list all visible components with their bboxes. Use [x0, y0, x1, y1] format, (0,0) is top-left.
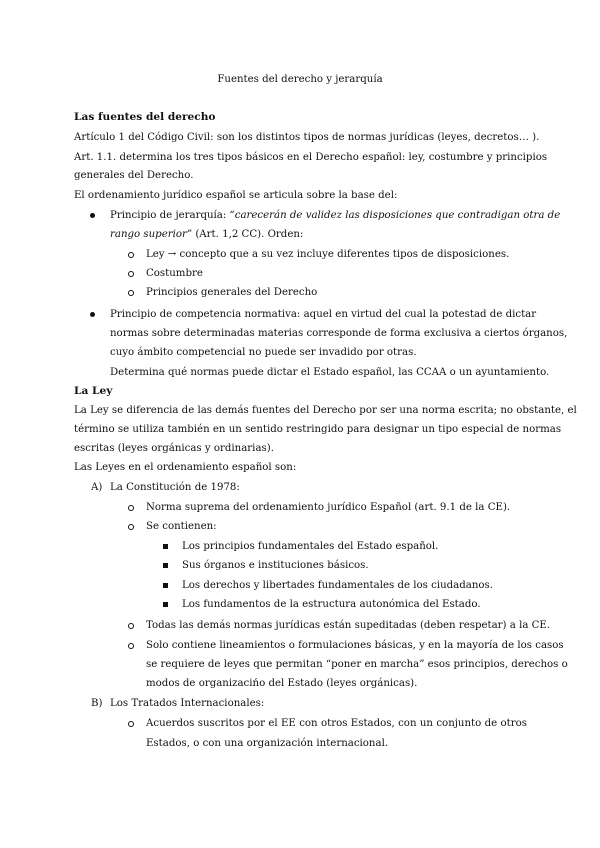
sub-item-lineamientos-line1: Solo contiene lineamientos o formulaciones básicas, y en la mayoría de los casos	[146, 640, 564, 651]
square-item-organos: Sus órganos e instituciones básicos.	[182, 560, 369, 571]
sub-item-costumbre: Costumbre	[146, 268, 203, 279]
paragraph-art-1-1-line1: Art. 1.1. determina los tres tipos básicos en el Derecho español: ley, costumbre y principios	[74, 152, 548, 163]
sub-item-norma-suprema: Norma suprema del ordenamiento jurídico Español (art. 9.1 de la CE).	[146, 502, 511, 513]
sub-item-acuerdos-line2: Estados, o con una organización internacional.	[146, 738, 389, 749]
list-item-tratados: Los Tratados Internacionales:	[110, 698, 265, 709]
bullet-dot-icon	[90, 312, 95, 317]
list-marker-b: B)	[91, 698, 103, 709]
paragraph-la-ley-line1: La Ley se diferencia de las demás fuentes del Derecho por ser una norma escrita; no obstante, el	[74, 405, 577, 416]
bullet-ring-icon	[128, 290, 134, 296]
bullet-dot-icon	[90, 213, 95, 218]
section-heading-la-ley: La Ley	[74, 385, 113, 397]
bullet-competencia-line3: cuyo ámbito competencial no puede ser invadido por otras.	[110, 347, 417, 358]
sub-item-se-contienen: Se contienen:	[146, 521, 217, 532]
bullet-ring-icon	[128, 623, 134, 629]
sub-item-lineamientos-line3: modos de organizacińo del Estado (leyes orgánicas).	[146, 678, 418, 689]
bullet-ring-icon	[128, 721, 134, 727]
list-marker-a: A)	[91, 482, 103, 493]
bullet-jerarquia-line1: Principio de jerarquía: “carecerán de validez las disposiciones que contradigan otra de	[110, 210, 561, 221]
bullet-ring-icon	[128, 252, 134, 258]
bullet-square-icon	[163, 583, 168, 588]
square-item-derechos: Los derechos y libertades fundamentales de los ciudadanos.	[182, 580, 493, 591]
bullet-square-icon	[163, 602, 168, 607]
bullet-ring-icon	[128, 271, 134, 277]
section-heading-fuentes: Las fuentes del derecho	[74, 111, 216, 123]
bullet-competencia-line1: Principio de competencia normativa: aquel en virtud del cual la potestad de dictar	[110, 309, 537, 320]
bullet-square-icon	[163, 563, 168, 568]
sub-item-lineamientos-line2: se requiere de leyes que permitan “poner en marcha” esos principios, derechos o	[146, 659, 568, 670]
bullet-jerarquia-line2: rango superior” (Art. 1,2 CC). Orden:	[110, 229, 304, 240]
sub-item-acuerdos-line1: Acuerdos suscritos por el EE con otros Estados, con un conjunto de otros	[146, 718, 527, 729]
paragraph-la-ley-line2: término se utiliza también en un sentido restringido para designar un tipo especial de normas	[74, 424, 562, 435]
bullet-ring-icon	[128, 643, 134, 649]
sub-item-supeditadas: Todas las demás normas jurídicas están supeditadas (deben respetar) a la CE.	[146, 620, 551, 631]
sub-item-principios: Principios generales del Derecho	[146, 287, 318, 298]
square-item-principios: Los principios fundamentales del Estado español.	[182, 541, 439, 552]
paragraph-ordenamiento: El ordenamiento jurídico español se articula sobre la base del:	[74, 190, 398, 201]
paragraph-leyes-ordenamiento: Las Leyes en el ordenamiento español son:	[74, 462, 297, 473]
bullet-competencia-line2: normas sobre determinadas materias corresponde de forma exclusiva a ciertos órganos,	[110, 328, 568, 339]
paragraph-la-ley-line3: escritas (leyes orgánicas y ordinarias).	[74, 443, 274, 454]
sub-item-ley: Ley → concepto que a su vez incluye diferentes tipos de disposiciones.	[146, 249, 510, 260]
paragraph-articulo-1: Artículo 1 del Código Civil: son los distintos tipos de normas jurídicas (leyes, decretos… ).	[74, 132, 540, 143]
paragraph-art-1-1-line2: generales del Derecho.	[74, 170, 194, 181]
bullet-ring-icon	[128, 524, 134, 530]
square-item-fundamentos: Los fundamentos de la estructura autonómica del Estado.	[182, 599, 481, 610]
list-item-constitucion: La Constitución de 1978:	[110, 482, 240, 493]
bullet-square-icon	[163, 544, 168, 549]
bullet-ring-icon	[128, 505, 134, 511]
bullet-competencia-line4: Determina qué normas puede dictar el Estado español, las CCAA o un ayuntamiento.	[110, 367, 550, 378]
document-title: Fuentes del derecho y jerarquía	[217, 74, 383, 85]
